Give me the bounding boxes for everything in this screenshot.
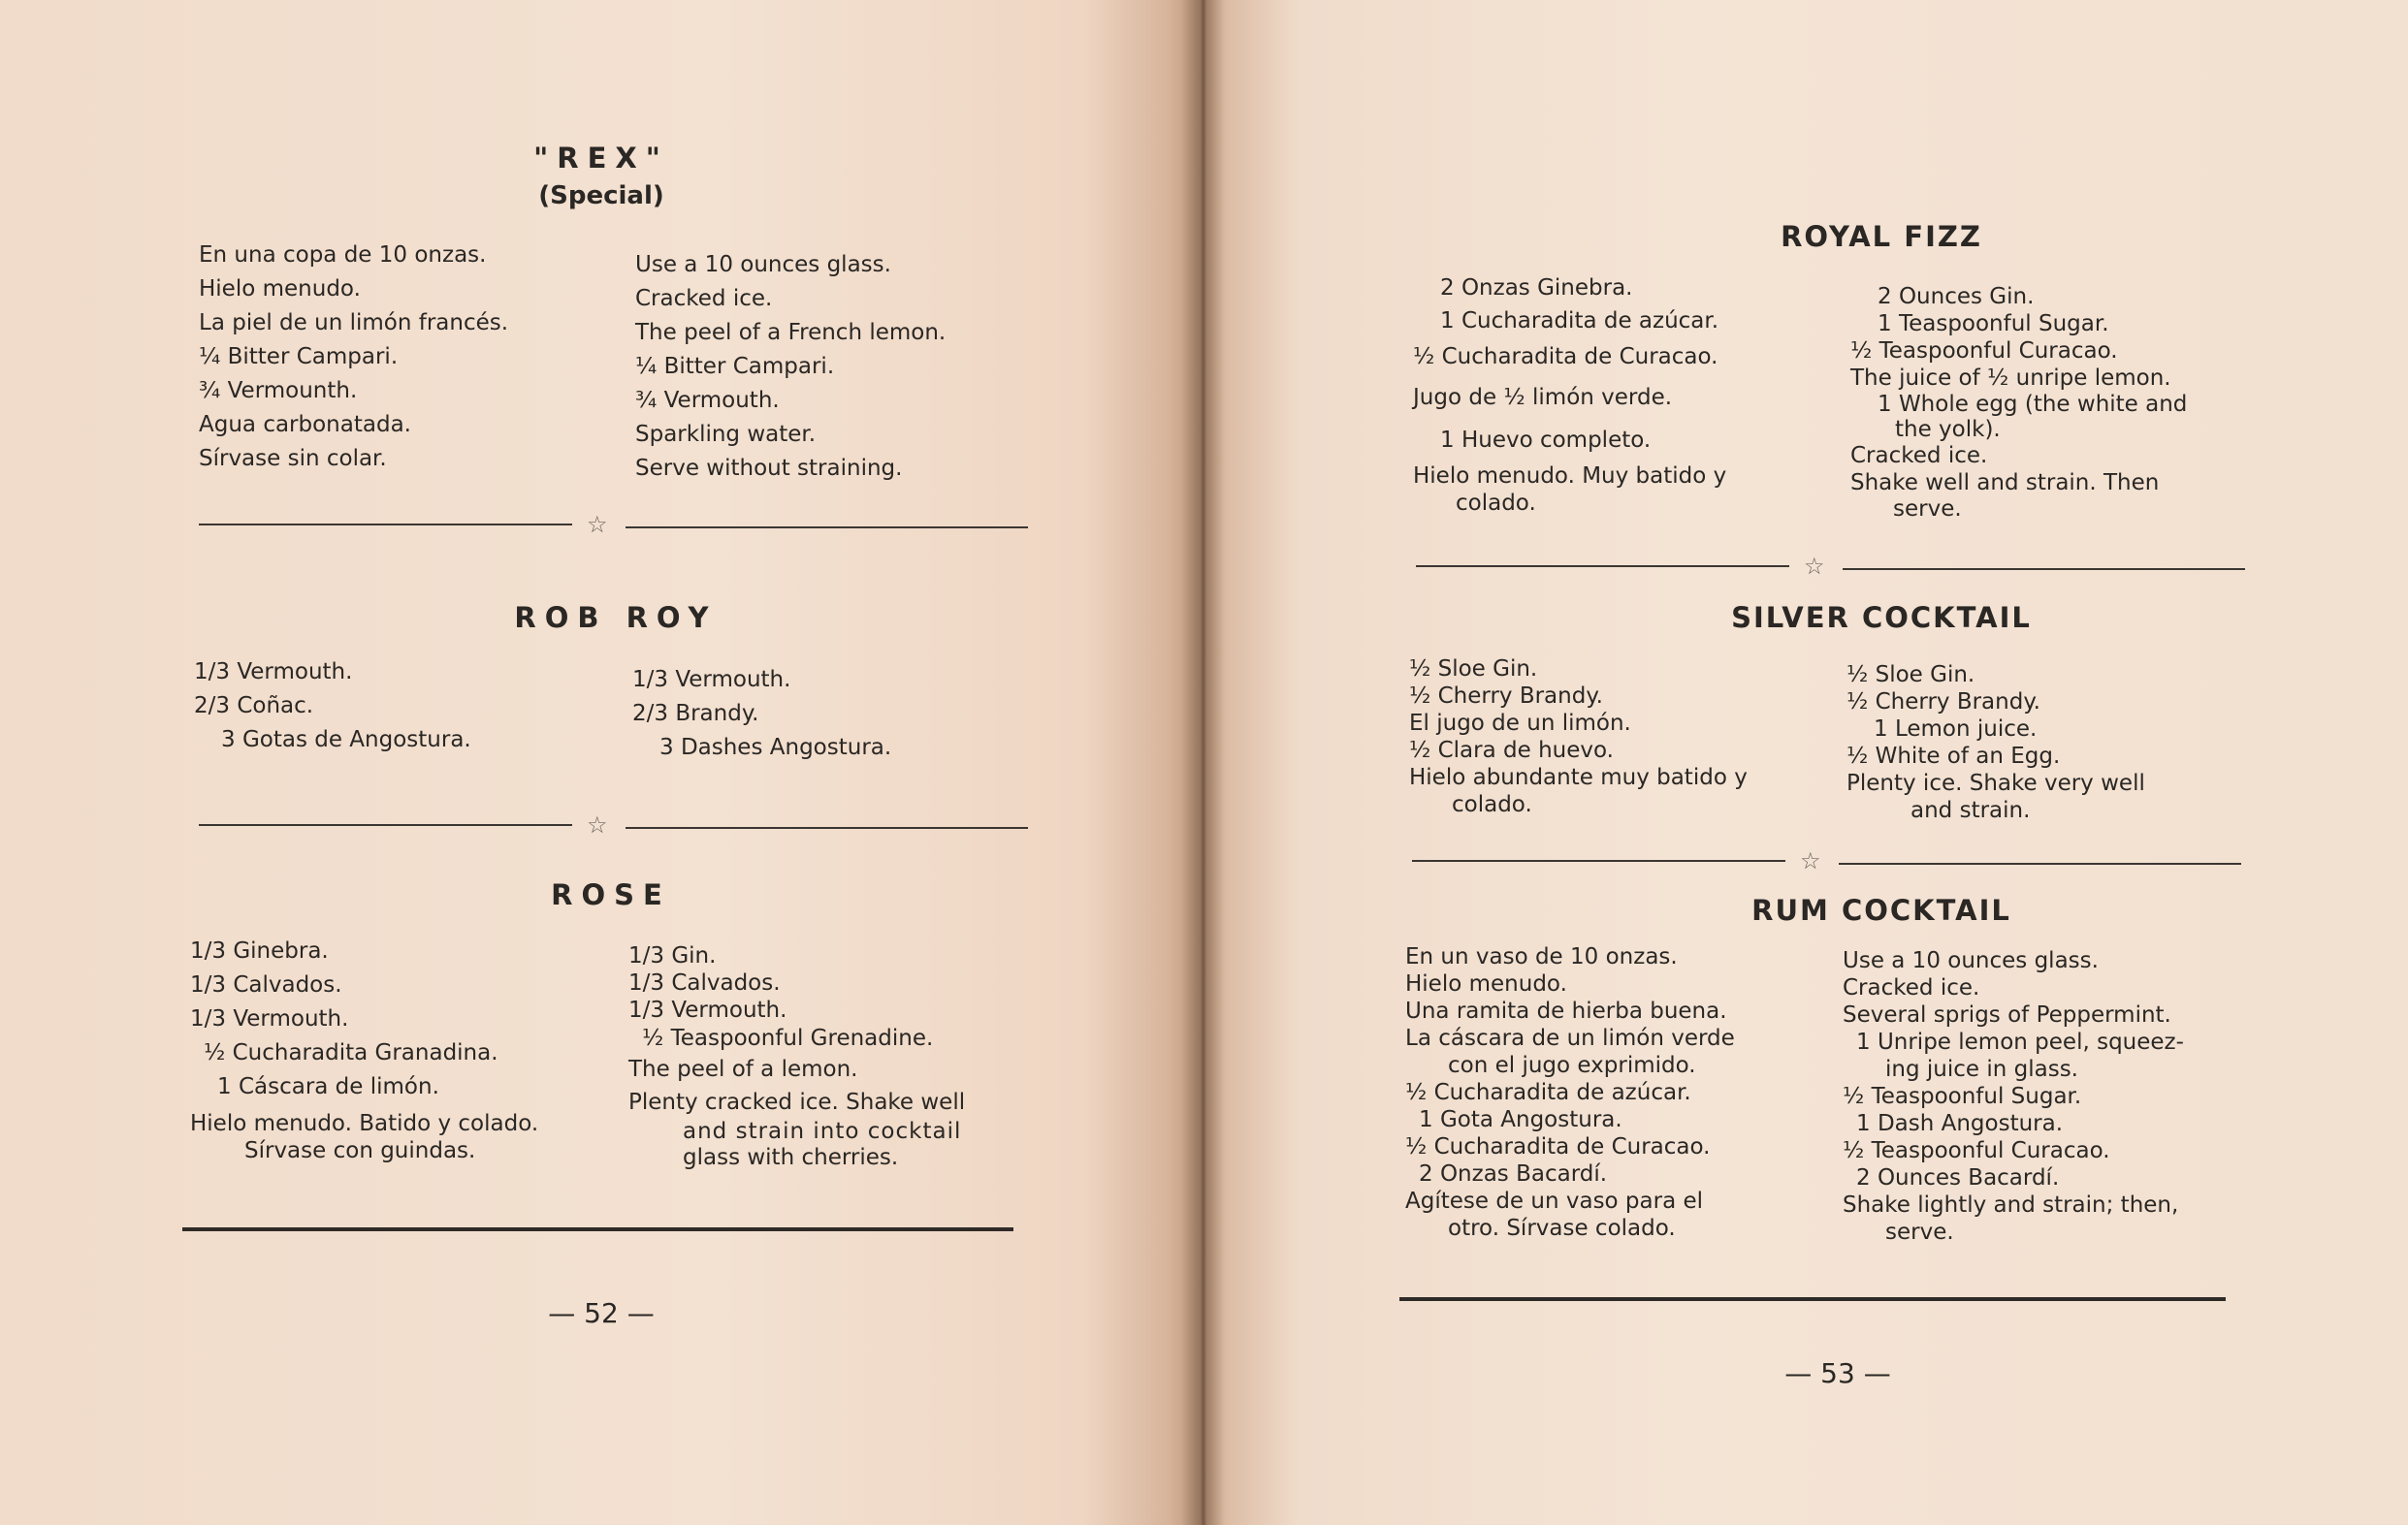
page-number: — 52 — bbox=[548, 1297, 655, 1329]
recipe-line: ¾ Vermouth. bbox=[635, 388, 780, 413]
recipe-line: Hielo menudo. bbox=[1405, 971, 1567, 997]
silver-cocktail-english-column bbox=[1846, 661, 2264, 824]
recipe-line: 1 Huevo completo. bbox=[1440, 428, 1652, 453]
recipe-line: ½ White of an Egg. bbox=[1846, 744, 2061, 769]
recipe-line: 1 Dash Angostura. bbox=[1856, 1111, 2064, 1136]
recipe-line: Una ramita de hierba buena. bbox=[1405, 999, 1727, 1024]
recipe-line: colado. bbox=[1452, 792, 1532, 817]
recipe-line: 1 Gota Angostura. bbox=[1419, 1107, 1622, 1132]
recipe-line: ½ Cucharadita de Curacao. bbox=[1413, 344, 1718, 369]
recipe-line: ½ Teaspoonful Sugar. bbox=[1843, 1084, 2082, 1109]
rose-title: ROSE bbox=[551, 878, 671, 911]
rex-english-column bbox=[635, 248, 1043, 486]
page-number: — 53 — bbox=[1784, 1357, 1891, 1389]
rex-subtitle: (Special) bbox=[538, 181, 664, 210]
royal-fizz-english-column bbox=[1850, 283, 2267, 522]
right-page bbox=[1203, 0, 2408, 1525]
rob-roy-title: ROB ROY bbox=[514, 601, 718, 634]
recipe-line: and strain. bbox=[1910, 798, 2031, 823]
section-divider bbox=[199, 810, 1028, 840]
rum-cocktail-spanish-column bbox=[1405, 943, 1832, 1242]
recipe-line: and strain into cocktail bbox=[683, 1119, 962, 1144]
recipe-line: Plenty ice. Shake very well bbox=[1846, 771, 2145, 796]
recipe-line: 2 Ounces Gin. bbox=[1878, 284, 2035, 309]
recipe-line: 1/3 Calvados. bbox=[190, 972, 342, 998]
recipe-line: The peel of a French lemon. bbox=[635, 320, 947, 345]
recipe-line: ½ Sloe Gin. bbox=[1846, 662, 1975, 687]
recipe-line: 2/3 Coñac. bbox=[194, 693, 314, 718]
recipe-line: ½ Teaspoonful Grenadine. bbox=[642, 1026, 934, 1051]
star-icon: ☆ bbox=[587, 511, 608, 538]
recipe-line: La piel de un limón francés. bbox=[199, 310, 509, 335]
recipe-line: ½ Cucharadita de Curacao. bbox=[1405, 1134, 1711, 1160]
recipe-line: Use a 10 ounces glass. bbox=[1843, 948, 2099, 973]
recipe-line: 1/3 Vermouth. bbox=[632, 667, 791, 692]
divider-rule bbox=[199, 824, 572, 826]
section-divider bbox=[1416, 552, 2245, 581]
recipe-line: 1/3 Gin. bbox=[628, 943, 717, 969]
recipe-line: Hielo menudo. Muy batido y bbox=[1413, 463, 1727, 489]
divider-rule bbox=[1843, 568, 2245, 570]
recipe-line: 1/3 Vermouth. bbox=[190, 1006, 349, 1032]
recipe-line: 2 Onzas Bacardí. bbox=[1419, 1161, 1608, 1187]
recipe-line: Cracked ice. bbox=[635, 286, 773, 311]
recipe-line: otro. Sírvase colado. bbox=[1448, 1216, 1676, 1241]
recipe-line: ½ Clara de huevo. bbox=[1409, 738, 1614, 763]
recipe-line: ¼ Bitter Campari. bbox=[635, 354, 835, 379]
recipe-line: 1 Whole egg (the white and bbox=[1878, 392, 2188, 417]
divider-rule bbox=[1412, 860, 1785, 862]
section-divider bbox=[1412, 846, 2241, 875]
recipe-line: 2 Ounces Bacardí. bbox=[1856, 1165, 2060, 1191]
recipe-line: the yolk). bbox=[1895, 417, 2001, 442]
recipe-line: ¼ Bitter Campari. bbox=[199, 344, 399, 369]
recipe-line: 1/3 Vermouth. bbox=[194, 659, 353, 684]
recipe-line: ¾ Vermounth. bbox=[199, 378, 358, 403]
recipe-line: ½ Cherry Brandy. bbox=[1846, 689, 2040, 715]
recipe-line: Sparkling water. bbox=[635, 422, 817, 447]
rex-spanish-column bbox=[199, 238, 606, 476]
rum-cocktail-title: RUM COCKTAIL bbox=[1751, 894, 2011, 927]
recipe-line: ing juice in glass. bbox=[1885, 1057, 2078, 1082]
recipe-line: ½ Teaspoonful Curacao. bbox=[1843, 1138, 2110, 1163]
recipe-line: Several sprigs of Peppermint. bbox=[1843, 1002, 2171, 1028]
recipe-line: 1 Lemon juice. bbox=[1874, 716, 2038, 742]
royal-fizz-title: ROYAL FIZZ bbox=[1781, 220, 1982, 253]
divider-rule bbox=[199, 524, 572, 525]
recipe-line: colado. bbox=[1456, 491, 1536, 516]
recipe-line: 2/3 Brandy. bbox=[632, 701, 759, 726]
recipe-line: Plenty cracked ice. Shake well bbox=[628, 1090, 966, 1115]
recipe-line: Shake well and strain. Then bbox=[1850, 470, 2160, 495]
recipe-line: ½ Cucharadita de azúcar. bbox=[1405, 1080, 1691, 1105]
divider-rule bbox=[1416, 565, 1789, 567]
rose-spanish-column bbox=[190, 935, 617, 1164]
recipe-line: 1 Cucharadita de azúcar. bbox=[1440, 308, 1719, 334]
section-divider bbox=[199, 510, 1028, 539]
recipe-line: ½ Cucharadita Granadina. bbox=[204, 1040, 498, 1065]
recipe-line: 2 Onzas Ginebra. bbox=[1440, 275, 1633, 301]
silver-cocktail-title: SILVER COCKTAIL bbox=[1731, 601, 2032, 634]
star-icon: ☆ bbox=[1800, 847, 1821, 874]
recipe-line: 1 Cáscara de limón. bbox=[217, 1074, 439, 1099]
recipe-line: Cracked ice. bbox=[1843, 975, 1980, 1001]
recipe-line: 1/3 Vermouth. bbox=[628, 998, 787, 1023]
recipe-line: Shake lightly and strain; then, bbox=[1843, 1192, 2179, 1218]
end-rule bbox=[182, 1227, 1013, 1231]
end-rule bbox=[1399, 1297, 2226, 1301]
recipe-line: ½ Sloe Gin. bbox=[1409, 656, 1538, 682]
recipe-line: 1/3 Ginebra. bbox=[190, 938, 329, 964]
recipe-line: 1 Unripe lemon peel, squeez- bbox=[1856, 1030, 2184, 1055]
recipe-line: glass with cherries. bbox=[683, 1145, 899, 1170]
recipe-line: Serve without straining. bbox=[635, 456, 903, 481]
divider-rule bbox=[626, 526, 1028, 528]
divider-rule bbox=[626, 827, 1028, 829]
recipe-line: Hielo abundante muy batido y bbox=[1409, 765, 1748, 790]
recipe-line: serve. bbox=[1885, 1220, 1954, 1245]
star-icon: ☆ bbox=[1804, 553, 1825, 580]
recipe-line: La cáscara de un limón verde bbox=[1405, 1026, 1735, 1051]
recipe-line: Jugo de ½ limón verde. bbox=[1413, 385, 1673, 410]
divider-rule bbox=[1839, 863, 2241, 865]
recipe-line: Hielo menudo. bbox=[199, 276, 361, 302]
recipe-line: con el jugo exprimido. bbox=[1448, 1053, 1696, 1078]
recipe-line: ½ Cherry Brandy. bbox=[1409, 683, 1603, 709]
recipe-line: 3 Dashes Angostura. bbox=[659, 735, 892, 760]
recipe-line: The juice of ½ unripe lemon. bbox=[1850, 365, 2171, 391]
rob-roy-spanish-column bbox=[194, 655, 601, 757]
recipe-line: 1/3 Calvados. bbox=[628, 970, 781, 996]
recipe-line: serve. bbox=[1893, 496, 1962, 522]
recipe-line: 1 Teaspoonful Sugar. bbox=[1878, 311, 2109, 336]
rum-cocktail-english-column bbox=[1843, 947, 2269, 1246]
royal-fizz-spanish-column bbox=[1413, 271, 1830, 516]
recipe-line: Hielo menudo. Batido y colado. bbox=[190, 1111, 539, 1136]
silver-cocktail-spanish-column bbox=[1409, 655, 1826, 818]
left-page bbox=[0, 0, 1203, 1525]
recipe-line: 3 Gotas de Angostura. bbox=[221, 727, 471, 752]
recipe-line: El jugo de un limón. bbox=[1409, 711, 1631, 736]
rob-roy-english-column bbox=[632, 663, 1040, 765]
recipe-line: Agítese de un vaso para el bbox=[1405, 1189, 1704, 1214]
recipe-line: The peel of a lemon. bbox=[628, 1057, 858, 1082]
rose-english-column bbox=[628, 942, 1055, 1171]
recipe-line: ½ Teaspoonful Curacao. bbox=[1850, 338, 2118, 364]
recipe-line: Agua carbonatada. bbox=[199, 412, 411, 437]
recipe-line: Sírvase sin colar. bbox=[199, 446, 387, 471]
recipe-line: Cracked ice. bbox=[1850, 443, 1988, 468]
recipe-line: Sírvase con guindas. bbox=[244, 1138, 476, 1163]
recipe-line: Use a 10 ounces glass. bbox=[635, 252, 891, 277]
star-icon: ☆ bbox=[587, 811, 608, 839]
rex-title: "REX" bbox=[533, 142, 669, 175]
recipe-line: En un vaso de 10 onzas. bbox=[1405, 944, 1678, 969]
recipe-line: En una copa de 10 onzas. bbox=[199, 242, 487, 268]
